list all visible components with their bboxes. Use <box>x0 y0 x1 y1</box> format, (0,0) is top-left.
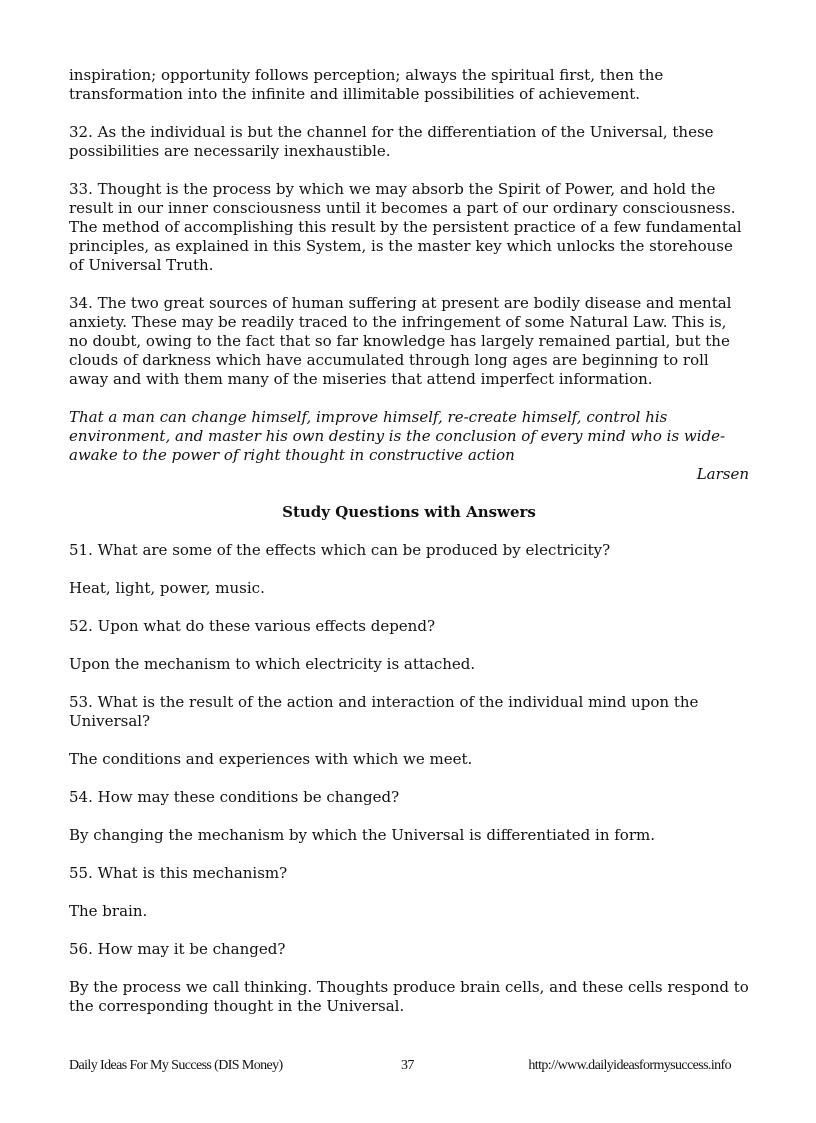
quote-text: That a man can change himself, improve himself, re-create himself, control his environment, and master his own destiny is the conclusion of every mind who is wide-awake to the power of right thought in constructive action <box>69 408 726 464</box>
footer-url[interactable]: http://www.dailyideasformysuccess.info <box>528 1058 731 1073</box>
question-52: 52. Upon what do these various effects depend? <box>69 617 435 635</box>
answer-51: Heat, light, power, music. <box>69 579 265 597</box>
answer-52: Upon the mechanism to which electricity is attached. <box>69 655 476 673</box>
section-heading: Study Questions with Answers <box>282 503 536 521</box>
paragraph-32: 32. As the individual is but the channel for the differentiation of the Universal, these possibilities are necessarily inexhaustible. <box>69 123 714 160</box>
paragraph-34: 34. The two great sources of human suffering at present are bodily disease and mental anxiety. These may be readily traced to the infringement of some Natural Law. This is, no doubt, owing to the fact that so far knowledge has largely remained partial, but the clouds of darkness which have accumulated through long ages are beginning to roll away and with them many of the miseries that attend imperfect information. <box>69 294 732 388</box>
answer-55: The brain. <box>69 902 148 920</box>
answer-56: By the process we call thinking. Thoughts produce brain cells, and these cells respond to the corresponding thought in the Universal. <box>69 978 749 1015</box>
question-53: 53. What is the result of the action and interaction of the individual mind upon the Universal? <box>69 693 699 730</box>
paragraph: inspiration; opportunity follows perception; always the spiritual first, then the transformation into the infinite and illimitable possibilities of achievement. <box>69 66 664 103</box>
answer-53: The conditions and experiences with which we meet. <box>69 750 473 768</box>
question-55: 55. What is this mechanism? <box>69 864 288 882</box>
quote-author: Larsen <box>696 465 749 483</box>
question-51: 51. What are some of the effects which can be produced by electricity? <box>69 541 611 559</box>
question-56: 56. How may it be changed? <box>69 940 286 958</box>
paragraph-33: 33. Thought is the process by which we may absorb the Spirit of Power, and hold the result in our inner consciousness until it becomes a part of our ordinary consciousness. The method of accomplishing this result by the persistent practice of a few fundamental principles, as explained in this System, is the master key which unlocks the storehouse of Universal Truth. <box>69 180 742 274</box>
footer-title: Daily Ideas For My Success (DIS Money) <box>69 1058 283 1073</box>
answer-54: By changing the mechanism by which the Universal is differentiated in form. <box>69 826 655 844</box>
question-54: 54. How may these conditions be changed? <box>69 788 400 806</box>
page-content <box>69 66 749 1035</box>
page-footer <box>69 1058 749 1078</box>
page-number: 37 <box>401 1058 414 1073</box>
